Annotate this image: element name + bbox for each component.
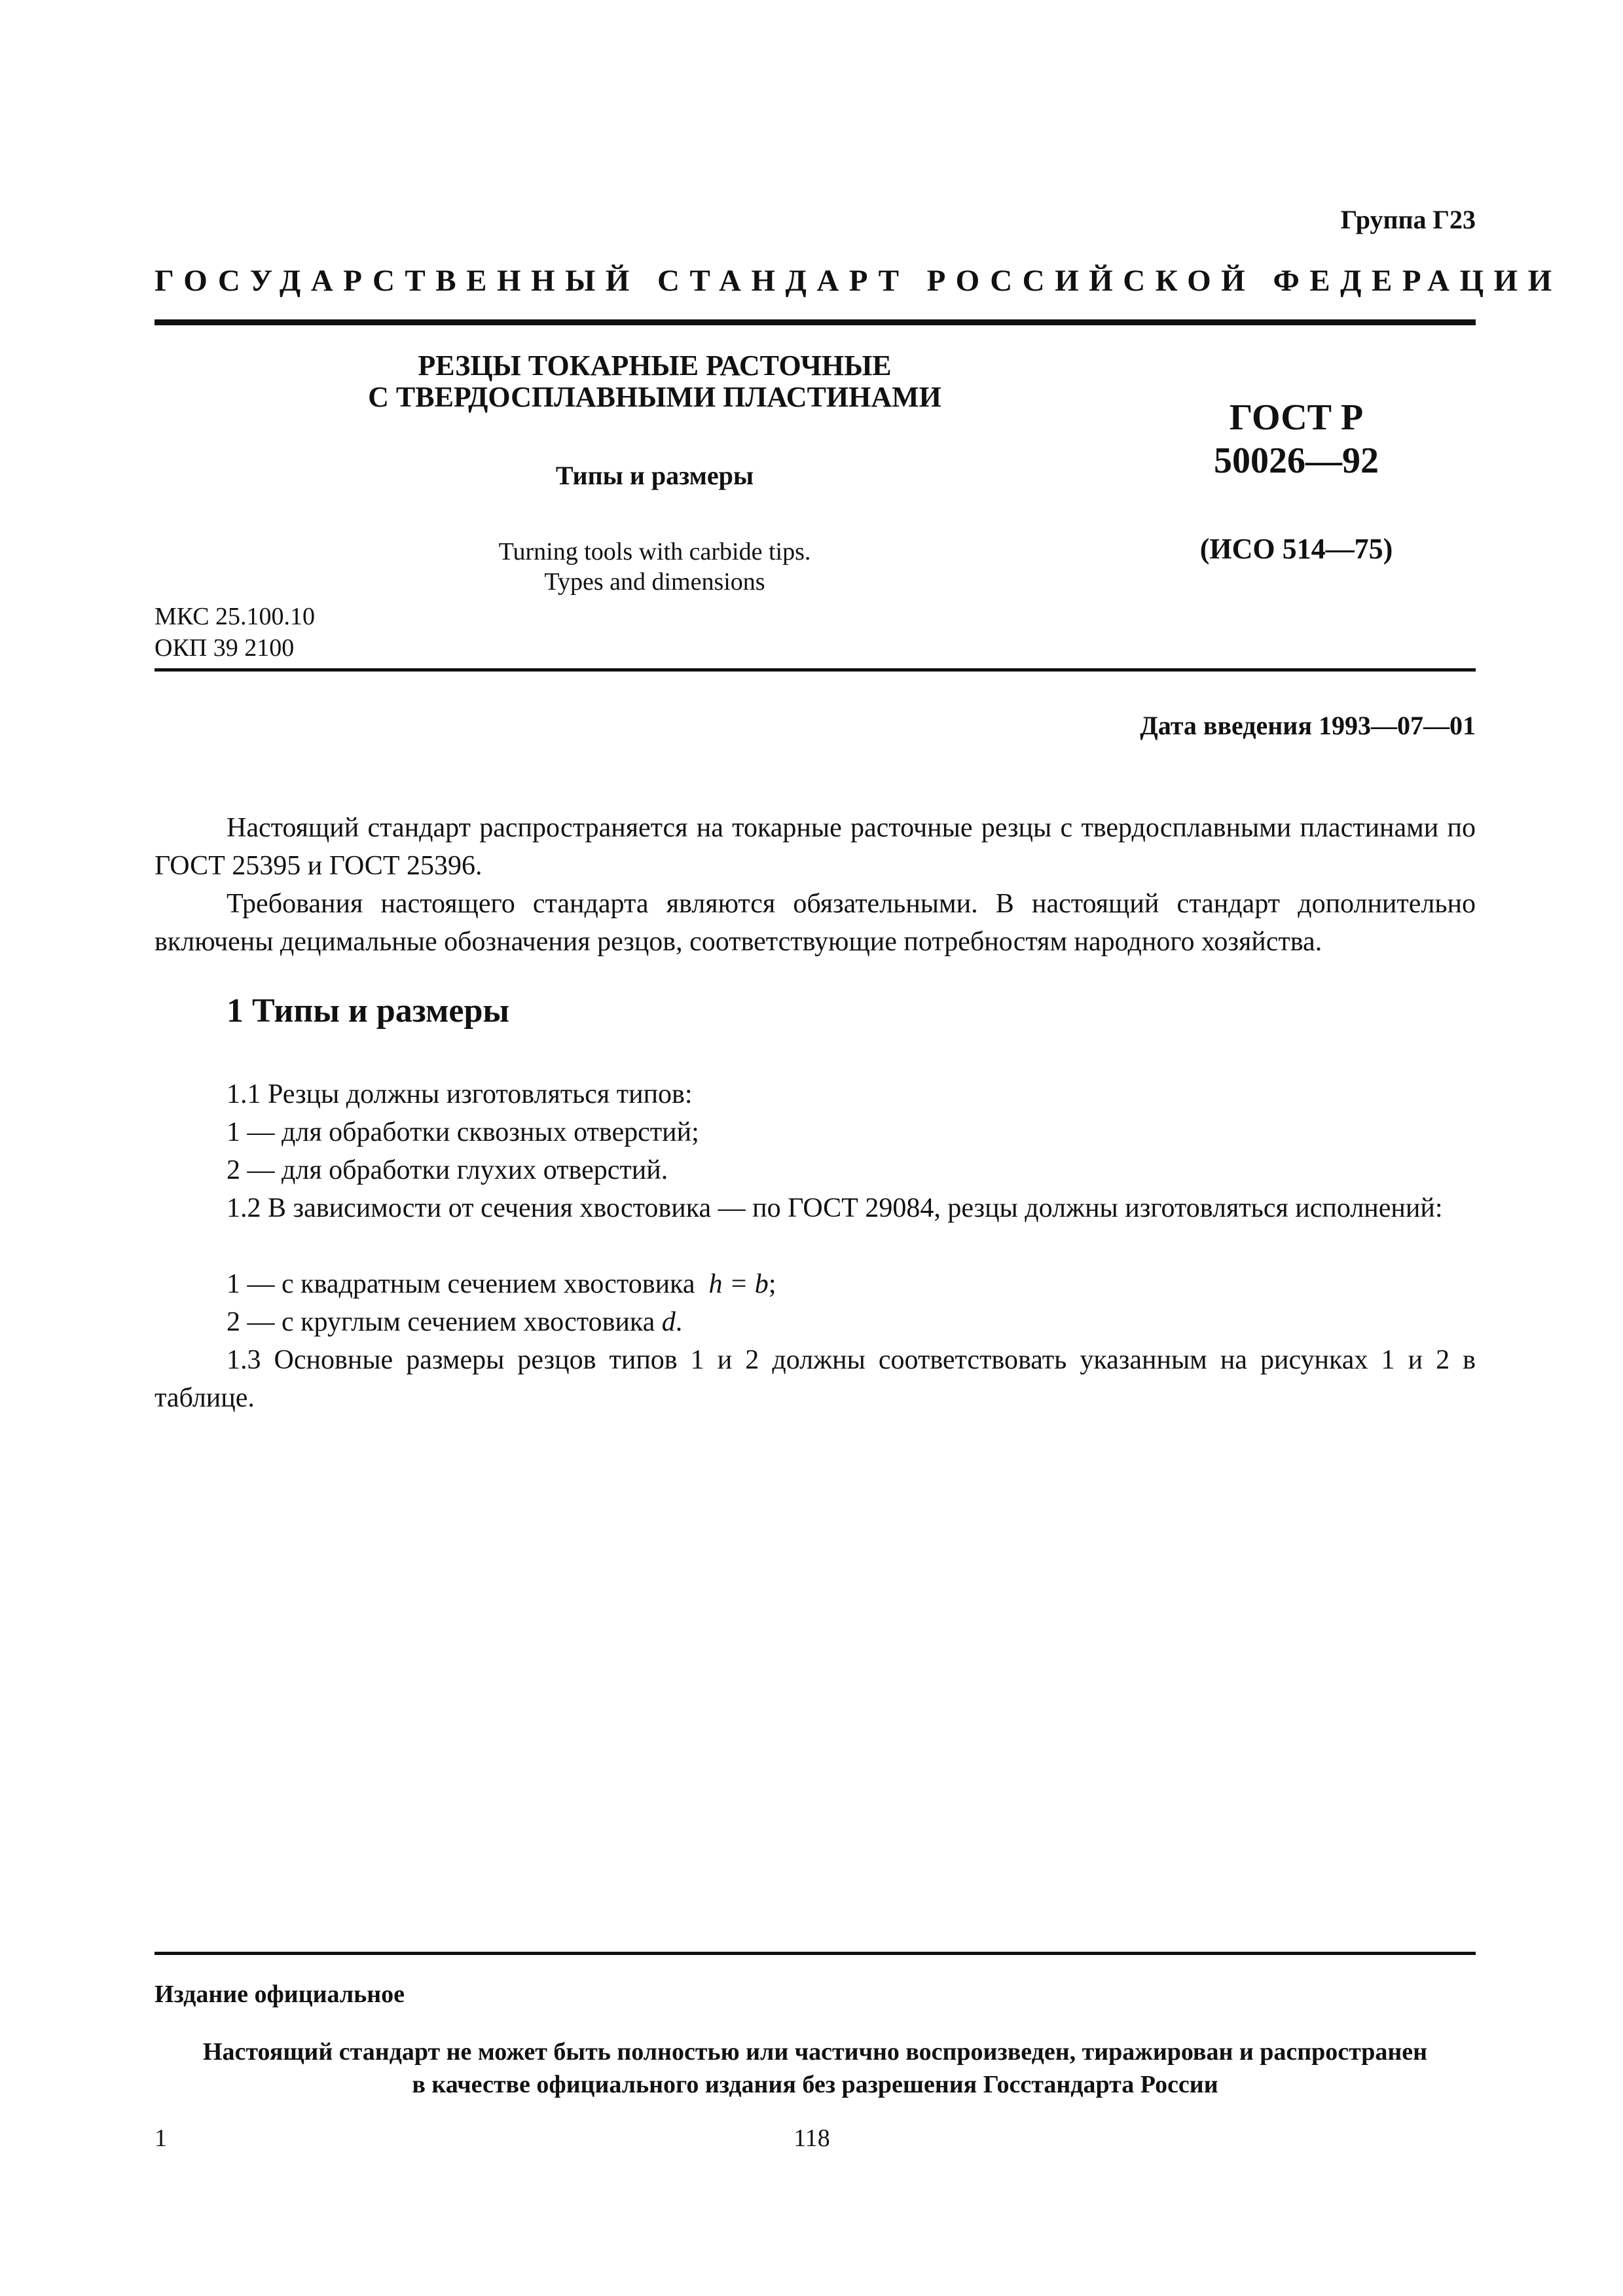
codes-divider <box>155 668 1476 672</box>
official-edition-label: Издание официальное <box>155 1981 405 2008</box>
header-divider <box>155 319 1476 325</box>
page-number: 118 <box>793 2125 830 2152</box>
english-title-line-1: Turning tools with carbide tips. <box>498 538 811 565</box>
okp-code: ОКП 39 2100 <box>155 634 295 662</box>
gost-designation-line-1: ГОСТ Р <box>1229 397 1364 438</box>
designation-block <box>1198 396 1395 565</box>
item-1-2: 1.2 В зависимости от сечения хвостовика — по ГОСТ 29084, резцы должны изготовляться исполнений: <box>227 1193 1443 1223</box>
english-title-line-2: Types and dimensions <box>544 568 765 596</box>
item-1-3: 1.3 Основные размеры резцов типов 1 и 2 должны соответствовать указанным на рисунках 1 и 2 в таблице. <box>155 1345 1476 1413</box>
mks-code: МКС 25.100.10 <box>155 603 316 630</box>
introduction-date: Дата введения 1993—07—01 <box>1140 711 1476 740</box>
formula-h-equals-b: h = b <box>708 1269 769 1299</box>
item-1-2-variant-1-text: 1 — с квадратным сечением хвостовика <box>227 1269 695 1299</box>
gost-designation-line-2: 50026—92 <box>1214 440 1379 481</box>
item-1-1-type-2: 2 — для обработки глухих отверстий. <box>227 1155 668 1185</box>
subtitle: Типы и размеры <box>555 461 754 490</box>
item-1-1-type-1: 1 — для обработки сквозных отверстий; <box>227 1117 699 1147</box>
state-standard-header: ГОСУДАРСТВЕННЫЙ СТАНДАРТ РОССИЙСКОЙ ФЕДЕРАЦИИ <box>155 264 1562 298</box>
paragraph-scope: Настоящий стандарт распространяется на токарные расточные резцы с твердосплавными пластинами по ГОСТ 25395 и ГОСТ 25396. <box>155 813 1476 881</box>
group-label: Группа Г23 <box>1340 205 1476 234</box>
item-1-2-variant-2-text: 2 — с круглым сечением хвостовика <box>227 1307 655 1337</box>
item-1-1: 1.1 Резцы должны изготовляться типов: <box>227 1079 693 1109</box>
title-line-2: С ТВЕРДОСПЛАВНЫМИ ПЛАСТИНАМИ <box>368 381 941 413</box>
english-title <box>262 537 1048 597</box>
copyright-notice-line-2: в качестве официального издания без разрешения Госстандарта России <box>412 2071 1218 2098</box>
section-title: 1 Типы и размеры <box>227 992 509 1030</box>
copyright-notice-line-1: Настоящий стандарт не может быть полностью или частично воспроизведен, тиражирован и распространен <box>202 2038 1428 2066</box>
variable-d: d <box>661 1307 676 1337</box>
page-marker-left: 1 <box>155 2125 167 2152</box>
classification-codes <box>155 601 315 664</box>
copyright-notice <box>155 2036 1476 2101</box>
footer-divider <box>155 1952 1476 1955</box>
iso-reference: (ИСО 514—75) <box>1199 533 1393 565</box>
paragraph-requirements: Требования настоящего стандарта являются обязательными. В настоящий стандарт дополнительно включены децимальные обозначения резцов, соответствующие потребностям народного хозяйства. <box>155 889 1476 957</box>
item-1-2-variant-2: 2 — с круглым сечением хвостовика d. <box>227 1307 683 1337</box>
title-line-1: РЕЗЦЫ ТОКАРНЫЕ РАСТОЧНЫЕ <box>418 350 892 382</box>
title-block <box>262 350 1048 597</box>
item-1-2-variant-1: 1 — с квадратным сечением хвостовика h = b; <box>227 1269 776 1299</box>
